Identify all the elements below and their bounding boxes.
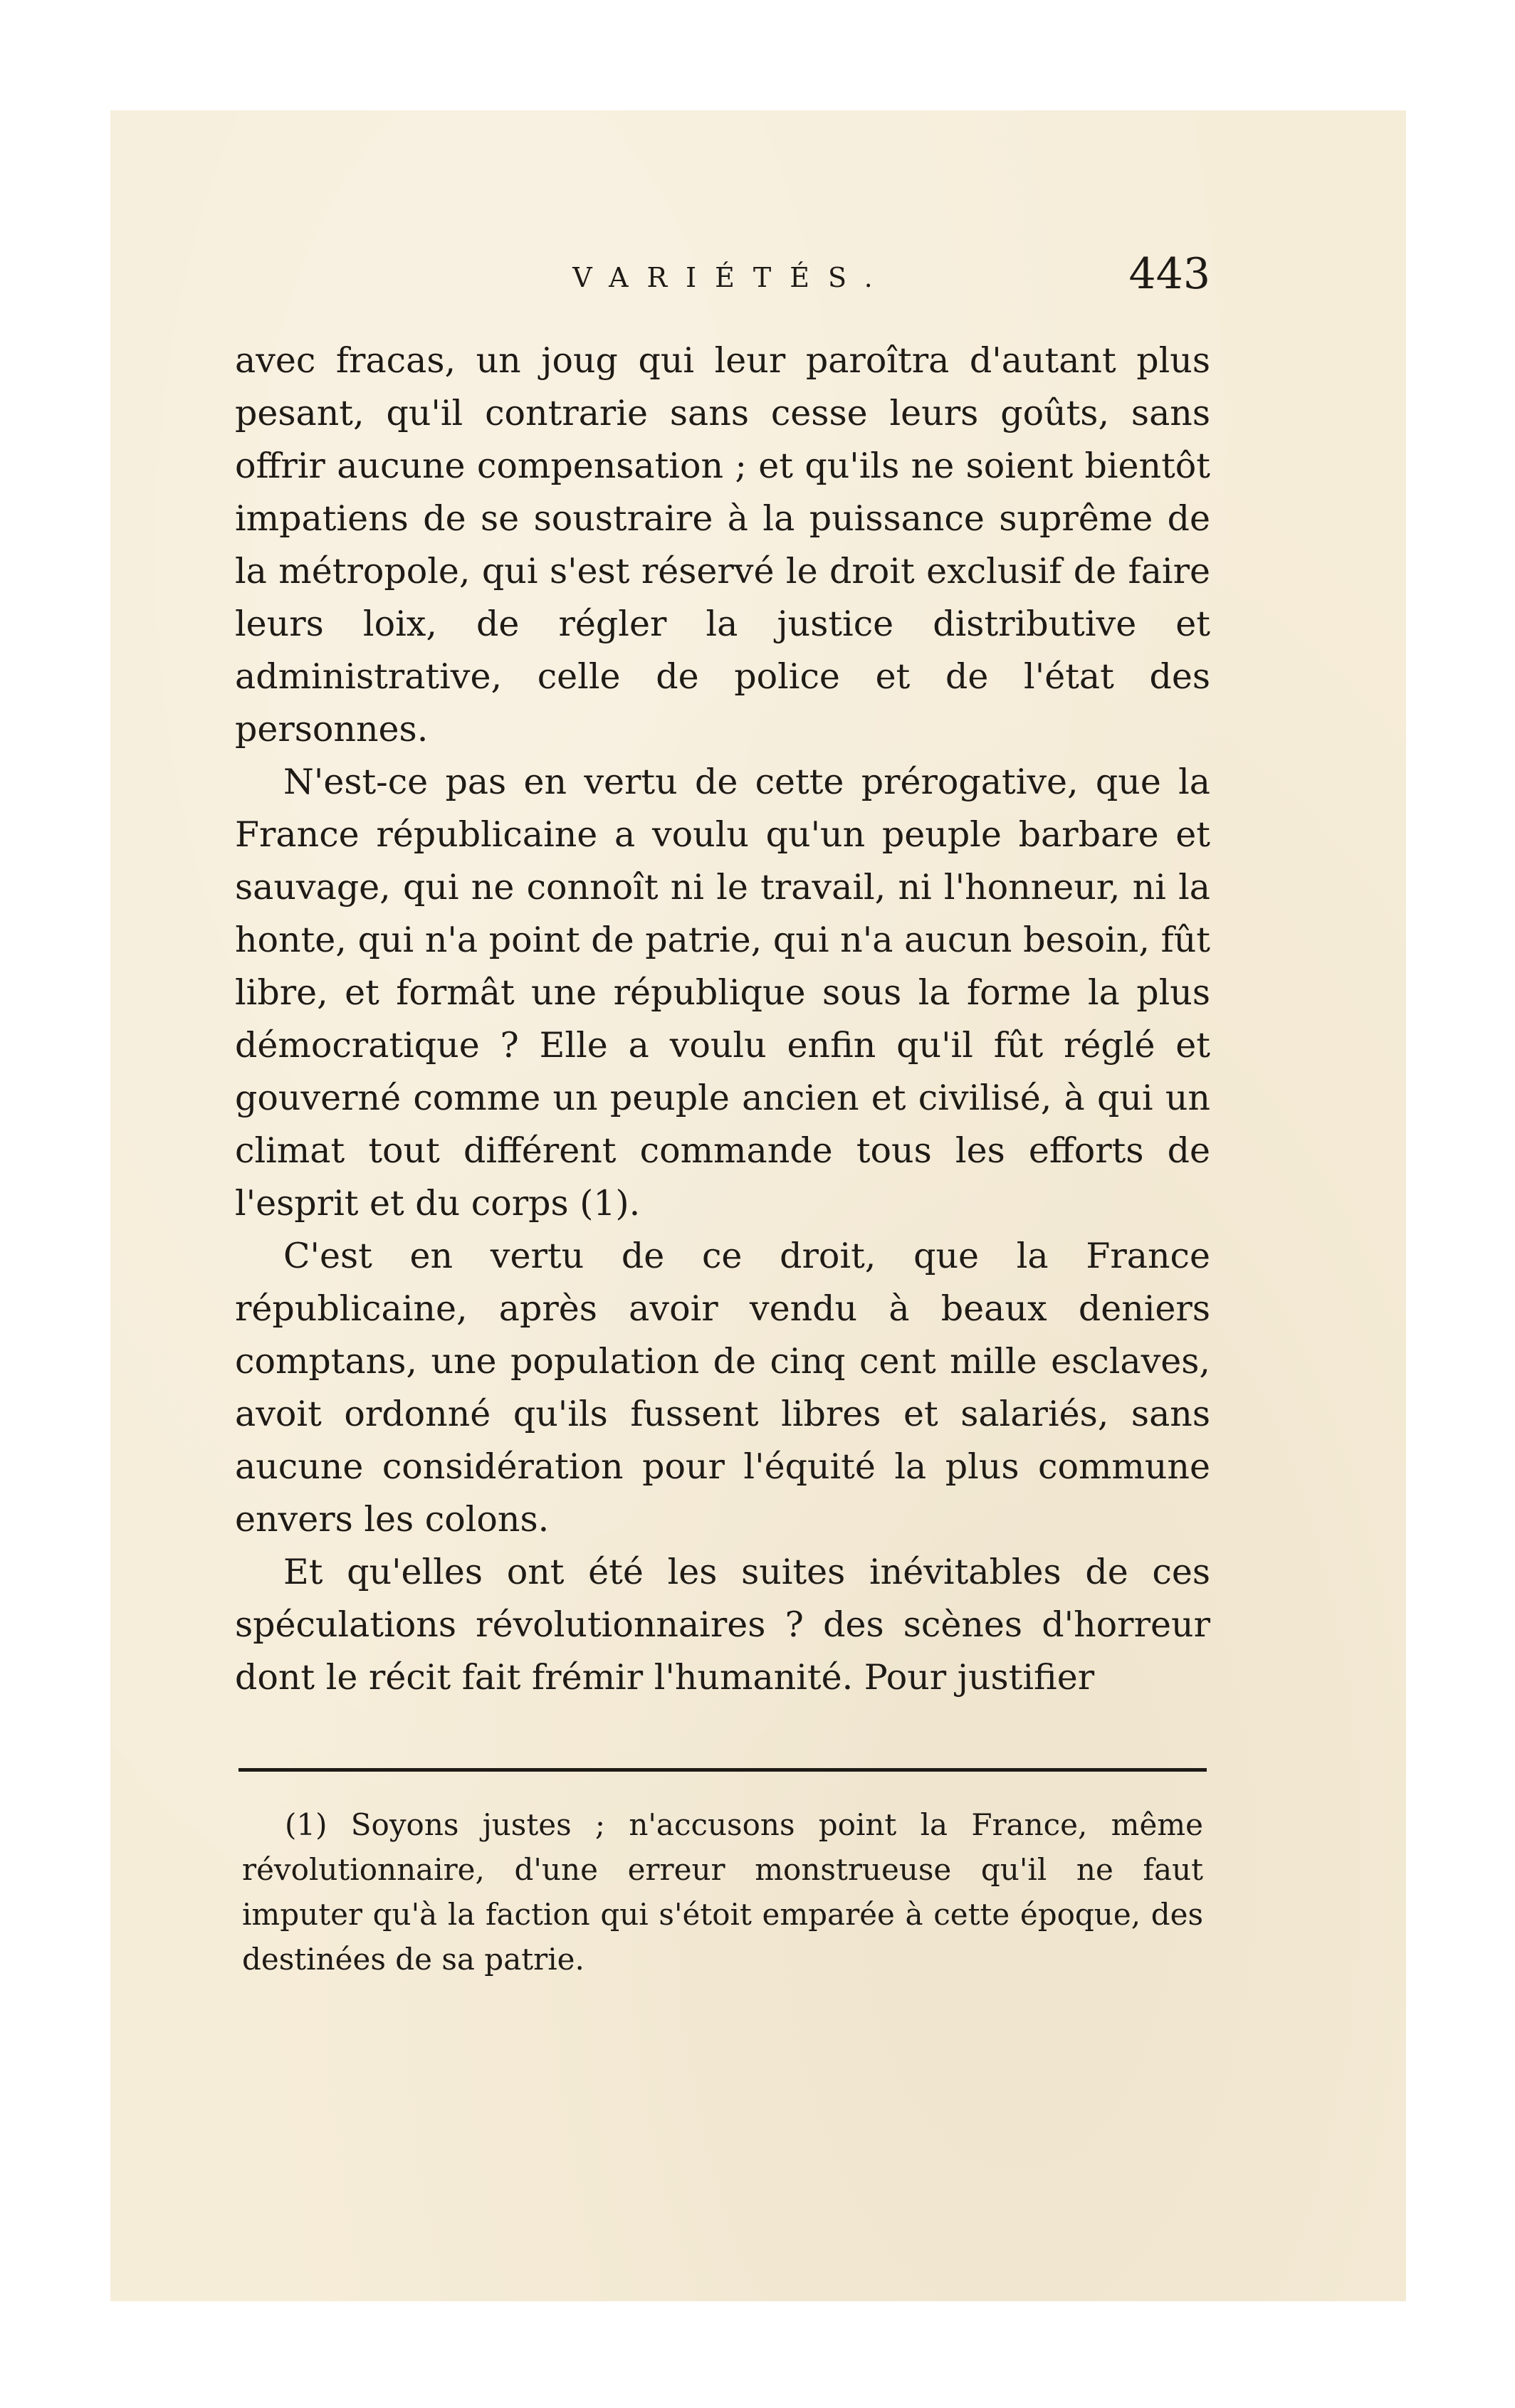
paragraph-4: Et qu'elles ont été les suites inévitables de ces spéculations révolutionnaires ? des scènes d'horreur dont le récit fait frémir l'humanité. Pour justifier bbox=[235, 1552, 1210, 1698]
paragraph-3: C'est en vertu de ce droit, que la France républicaine, après avoir vendu à beaux deniers comptans, une population de cinq cent mille esclaves, avoit ordonné qu'ils fussent libres et salariés, sans aucune considération pour l'équité la plus commune envers les colons. bbox=[235, 1236, 1210, 1540]
page-number: 443 bbox=[1128, 249, 1210, 299]
body-text bbox=[235, 335, 1210, 1704]
paragraph-1: avec fracas, un joug qui leur paroîtra d'autant plus pesant, qu'il contrarie sans cesse leurs goûts, sans offrir aucune compensation ; et qu'ils ne soient bientôt impatiens de se soustraire à la puissance suprême de la métropole, qui s'est réservé le droit exclusif de faire leurs loix, de régler la justice distributive et administrative, celle de police et de l'état des personnes. bbox=[235, 340, 1210, 750]
footnote-rule bbox=[238, 1768, 1207, 1772]
paragraph-2: N'est-ce pas en vertu de cette prérogative, que la France républicaine a voulu qu'un peuple barbare et sauvage, qui ne connoît ni le travail, ni l'honneur, ni la honte, qui n'a point de patrie, qui n'a aucun besoin, fût libre, et formât une république sous la forme la plus démocratique ? Elle a voulu enfin qu'il fût réglé et gouverné comme un peuple ancien et civilisé, à qui un climat tout différent commande tous les efforts de l'esprit et du corps (1). bbox=[235, 762, 1210, 1224]
footnote: (1) Soyons justes ; n'accusons point la France, même révolutionnaire, d'une erreur monstrueuse qu'il ne faut imputer qu'à la faction qui s'étoit emparée à cette époque, des destinées de sa patrie. bbox=[242, 1807, 1203, 1977]
running-title: VARIÉTÉS. bbox=[572, 262, 891, 293]
running-head bbox=[235, 249, 1210, 313]
